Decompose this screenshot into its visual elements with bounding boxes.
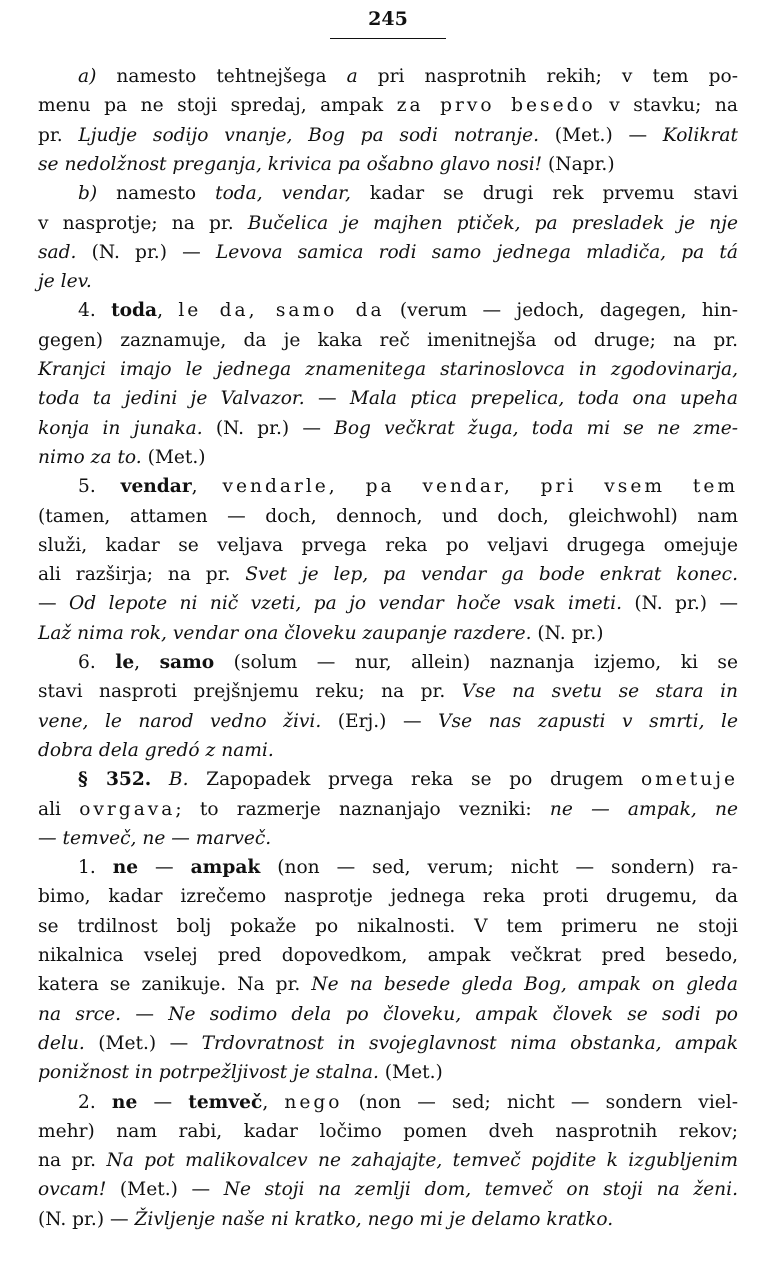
text-run: (N. pr.) — [38,1208,135,1230]
text-run: ; to razmerje naznanjajo vezniki: [175,798,550,820]
text-run: (Met.) [141,446,206,468]
text-run: ampak [190,857,261,879]
text-line [38,121,738,151]
text-line [38,91,738,121]
page-number: 245 [368,8,408,30]
text-run: Levova samica rodi samo jednega mladiča, pa tá [215,241,738,263]
text-run: ne [111,1091,138,1113]
text-run: , [262,1091,285,1113]
text-run: vendar [120,476,192,498]
text-line [38,238,738,268]
text-run: menu pa ne stoji spredaj, ampak [38,95,397,117]
text-run: za prvo besedo [396,95,596,117]
text-run: kadar se drugi rek prvemu stavi [350,183,739,205]
text-run: vendarle, pa vendar, pri vsem tem [222,476,738,498]
text-line [38,62,738,92]
text-run: b) [78,183,98,205]
text-line [38,209,738,239]
text-run: ali razširja; na pr. [38,564,246,586]
text-line [38,941,738,971]
text-line [38,882,738,912]
text-line [38,414,738,444]
text-run: Ljudje sodijo vnanje, Bog pa sodi notranje. [78,124,540,146]
text-run: B. [168,769,189,791]
text-run: toda [111,300,158,322]
text-run: na pr. [38,1150,107,1172]
text-run: se nedolžnost preganja, krivica pa ošabno glavo nosi! [38,153,543,175]
text-line [38,560,738,590]
text-run: , [191,476,223,498]
text-run: Življenje naše ni kratko, nego mi je delamo kratko. [134,1208,614,1230]
text-line [38,853,738,883]
text-line [38,677,738,707]
text-run: se trdilnost bolj pokaže po nikalnosti. V tem primeru ne stoji [38,915,738,937]
text-run: (solum — nur, allein) naznanja izjemo, ki se [214,652,738,673]
text-run: (Met.) — [539,124,663,146]
text-run: 4. [78,300,112,322]
text-run: Zapopadek prvega reka se po drugem [188,769,641,791]
text-line [38,296,738,326]
text-run: Bog večkrat žuga, toda mi se ne zme- [334,417,738,439]
text-run: ometuje [640,769,738,791]
text-line [38,384,738,414]
text-run [151,769,169,790]
text-run: nimo za to. [38,446,142,468]
text-run: mehr) nam rabi, kadar ločimo pomen dveh nasprotnih rekov; [38,1120,738,1142]
text-run: Ne stoji na zemlji dom, temveč on stoji na ženi. [223,1179,738,1201]
text-line [38,1088,738,1118]
text-run: — [121,1003,169,1025]
text-line [38,707,738,737]
text-run: (tamen, attamen — doch, dennoch, und doch, gleichwohl) nam [38,505,738,527]
text-run: namesto tehtnejšega [96,66,347,87]
text-run: namesto [97,183,216,205]
text-run: ne [112,857,139,879]
text-run: nego [284,1091,343,1113]
text-run: v nasprotje; na pr. [38,212,248,234]
text-run: sad. [38,241,77,263]
text-run: Na pot malikovalcev ne zahajajte, temveč pojdite k izgubljenim [106,1150,739,1172]
text-run: , [134,652,160,673]
text-line [38,1117,738,1147]
text-run: (Erj.) — [321,710,439,732]
text-line [38,1029,738,1059]
text-run: — [137,1091,189,1113]
text-run: konja in junaka. [38,417,203,439]
text-run: (N. pr.) — [202,417,335,439]
text-line [38,531,738,561]
text-run: — [304,388,350,410]
text-line [38,443,738,473]
text-line [38,912,738,942]
text-run: ovcam! [38,1179,107,1201]
text-run: (Met.) — [84,1032,202,1054]
text-run: Trdovratnost in svojeglavnost nima obstanka, ampak [201,1032,738,1054]
text-line [38,1146,738,1176]
text-run: 6. [78,652,116,673]
text-line [38,1175,738,1205]
text-line [38,795,738,825]
text-run: le [115,652,135,673]
text-run: ovrgava [79,798,176,820]
text-run: Ne sodimo dela po človeku, ampak človek se sodi po [168,1003,738,1025]
text-run: (non — sed; nicht — sondern viel- [342,1091,738,1113]
text-run: dobra dela gredó z nami. [38,739,274,761]
text-run: ponižnost in potrpežljivost je stalna. [38,1062,379,1084]
text-run: — [38,593,70,615]
text-run: 1. [78,857,113,879]
text-run: nikalnica vselej pred dopovedkom, ampak večkrat pred besedo, [38,945,738,966]
text-line [38,619,738,649]
text-run: bimo, kadar izrečemo nasprotje jednega reka proti drugemu, da [38,886,738,908]
text-run: § 352. [78,769,152,791]
text-run: temveč [188,1091,263,1113]
text-run: — temveč, ne — marveč. [38,827,272,849]
text-run: a) [78,66,97,87]
text-run: (non — sed, verum; nicht — sondern) ra- [260,857,738,879]
text-run: , [157,300,179,322]
text-run: (verum — jedoch, dagegen, hin- [384,300,739,322]
text-run: (Met.) [378,1062,443,1084]
text-run: — [138,857,191,879]
text-line [38,765,738,795]
text-run: stavi nasproti prejšnjemu reku; na pr. [38,681,462,703]
text-run: (N. pr.) [531,622,604,644]
text-run: toda ta jedini je Valvazor. [38,388,305,410]
header-rule [330,38,446,39]
text-line [38,179,738,209]
text-run: Bučelica je majhen ptiček, pa presladek je nje [247,212,738,234]
text-run: vene, le narod vedno živi. [38,710,322,732]
text-line [38,970,738,1000]
text-run: 2. [78,1091,112,1113]
text-line [38,150,738,180]
text-run: je lev. [38,271,92,293]
text-line [38,326,738,356]
text-line [38,824,738,854]
text-run: (N. pr.) — [621,593,738,615]
text-line [38,648,738,678]
text-run: na srce. [38,1003,122,1025]
text-run: služi, kadar se veljava prvega reka po veljavi drugega omejuje [38,534,738,556]
text-line [38,1205,738,1235]
text-run: a [346,66,358,87]
text-run: katera se zanikuje. Na pr. [38,974,312,996]
text-run: Svet je lep, pa vendar ga bode enkrat konec. [245,564,738,586]
text-run: samo [159,652,215,673]
text-run: Ne na besede gleda Bog, ampak on gleda [311,974,738,996]
text-run: v stavku; na [595,95,738,117]
text-run: Kolikrat [662,124,738,146]
text-run: Vse nas zapusti v smrti, le [438,710,738,732]
text-line [38,589,738,619]
text-run: pr. [38,124,79,146]
text-run: ne — ampak, ne [549,798,738,820]
text-run: Mala ptica prepelica, toda ona upeha [349,388,738,410]
text-run: gegen) zaznamuje, da je kaka reč imenitnejša od druge; na pr. [38,329,738,351]
text-line [38,355,738,385]
text-run: (Napr.) [542,153,615,175]
text-line [38,1058,738,1088]
text-run: Od lepote ni nič vzeti, pa jo vendar hoče vsak imeti. [69,593,622,615]
text-run: delu. [38,1032,85,1054]
text-line [38,736,738,766]
text-run: toda, vendar, [215,183,351,205]
text-run: (N. pr.) — [76,241,216,263]
text-run: pri nasprotnih rekih; v tem po- [357,66,738,87]
text-run: (Met.) — [106,1179,224,1201]
text-line [38,267,738,297]
text-run: Laž nima rok, vendar ona človeku zaupanje razdere. [38,622,532,644]
text-line [38,502,738,532]
text-run: Vse na svetu se stara in [461,681,739,703]
text-line [38,472,738,502]
text-run: 5. [78,476,121,498]
text-run: ali [38,798,80,820]
text-line [38,1000,738,1030]
text-run: le da, samo da [178,300,385,322]
text-run: Kranjci imajo le jednega znamenitega starinoslovca in zgodovinarja, [38,359,738,380]
